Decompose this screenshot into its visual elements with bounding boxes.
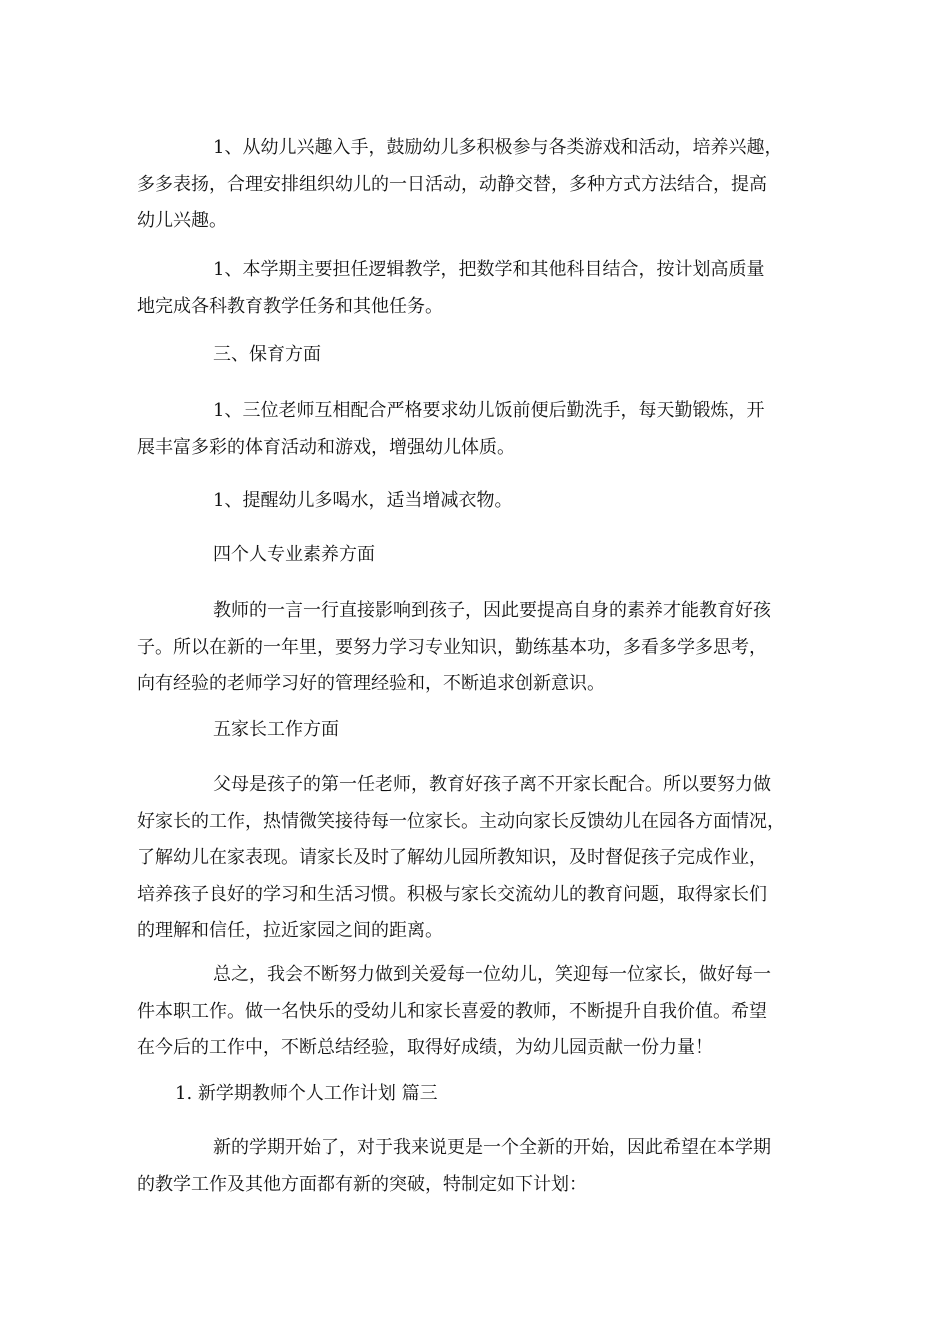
text-line: 的理解和信任，拉近家园之间的距离。 (137, 920, 443, 941)
text-line: 的教学工作及其他方面都有新的突破，特制定如下计划： (137, 1173, 587, 1195)
text-line: 1、从幼儿兴趣入手，鼓励幼儿多积极参与各类游戏和活动，培养兴趣， (213, 137, 783, 158)
text-line: 展丰富多彩的体育活动和游戏，增强幼儿体质。 (137, 436, 515, 458)
text-line: 幼儿兴趣。 (137, 210, 227, 231)
section-heading-professional (137, 537, 823, 574)
section-heading-parents (137, 712, 823, 749)
text-line: 四个人专业素养方面 (213, 544, 375, 565)
text-line: 五家长工作方面 (213, 719, 339, 740)
text-line: 地完成各科教育教学任务和其他任务。 (137, 295, 443, 317)
text-line: 了解幼儿在家表现。请家长及时了解幼儿园所教知识，及时督促孩子完成作业， (137, 847, 767, 868)
paragraph-new-semester (137, 1130, 823, 1203)
text-line: 总之，我会不断努力做到关爱每一位幼儿，笑迎每一位家长，做好每一 (213, 964, 771, 985)
section-heading-care (137, 337, 823, 374)
text-line: 教师的一言一行直接影响到孩子，因此要提高自身的素养才能教育好孩 (213, 600, 771, 621)
text-line: 三、保育方面 (213, 344, 321, 365)
text-line: 多多表扬，合理安排组织幼儿的一日活动，动静交替，多种方式方法结合，提高 (137, 173, 767, 195)
text-line: 培养孩子良好的学习和生活习惯。积极与家长交流幼儿的教育问题，取得家长们 (137, 883, 767, 905)
text-line: 新的学期开始了，对于我来说更是一个全新的开始，因此希望在本学期 (213, 1137, 771, 1158)
paragraph-hygiene (137, 393, 823, 466)
text-line: 1. 新学期教师个人工作计划 篇三 (175, 1083, 438, 1104)
section-heading-plan-three (175, 1076, 861, 1113)
text-line: 父母是孩子的第一任老师，教育好孩子离不开家长配合。所以要努力做 (213, 774, 771, 795)
text-line: 向有经验的老师学习好的管理经验和，不断追求创新意识。 (137, 673, 605, 694)
paragraph-teaching (137, 252, 823, 325)
paragraph-professional (137, 593, 823, 703)
text-line: 好家长的工作，热情微笑接待每一位家长。主动向家长反馈幼儿在园各方面情况， (137, 810, 785, 832)
text-line: 1、提醒幼儿多喝水，适当增减衣物。 (213, 490, 513, 511)
paragraph-parents (137, 767, 823, 950)
text-line: 1、本学期主要担任逻辑教学，把数学和其他科目结合，按计划高质量 (213, 259, 765, 280)
text-line: 子。所以在新的一年里，要努力学习专业知识，勤练基本功，多看多学多思考， (137, 636, 767, 658)
paragraph-summary (137, 957, 823, 1067)
text-line: 在今后的工作中，不断总结经验，取得好成绩，为幼儿园贡献一份力量！ (137, 1037, 713, 1058)
text-line: 件本职工作。做一名快乐的受幼儿和家长喜爱的教师，不断提升自我价值。希望 (137, 1000, 767, 1022)
paragraph-water (137, 483, 823, 520)
text-line: 1、三位老师互相配合严格要求幼儿饭前便后勤洗手，每天勤锻炼，开 (213, 400, 765, 421)
paragraph-interest (137, 130, 823, 240)
